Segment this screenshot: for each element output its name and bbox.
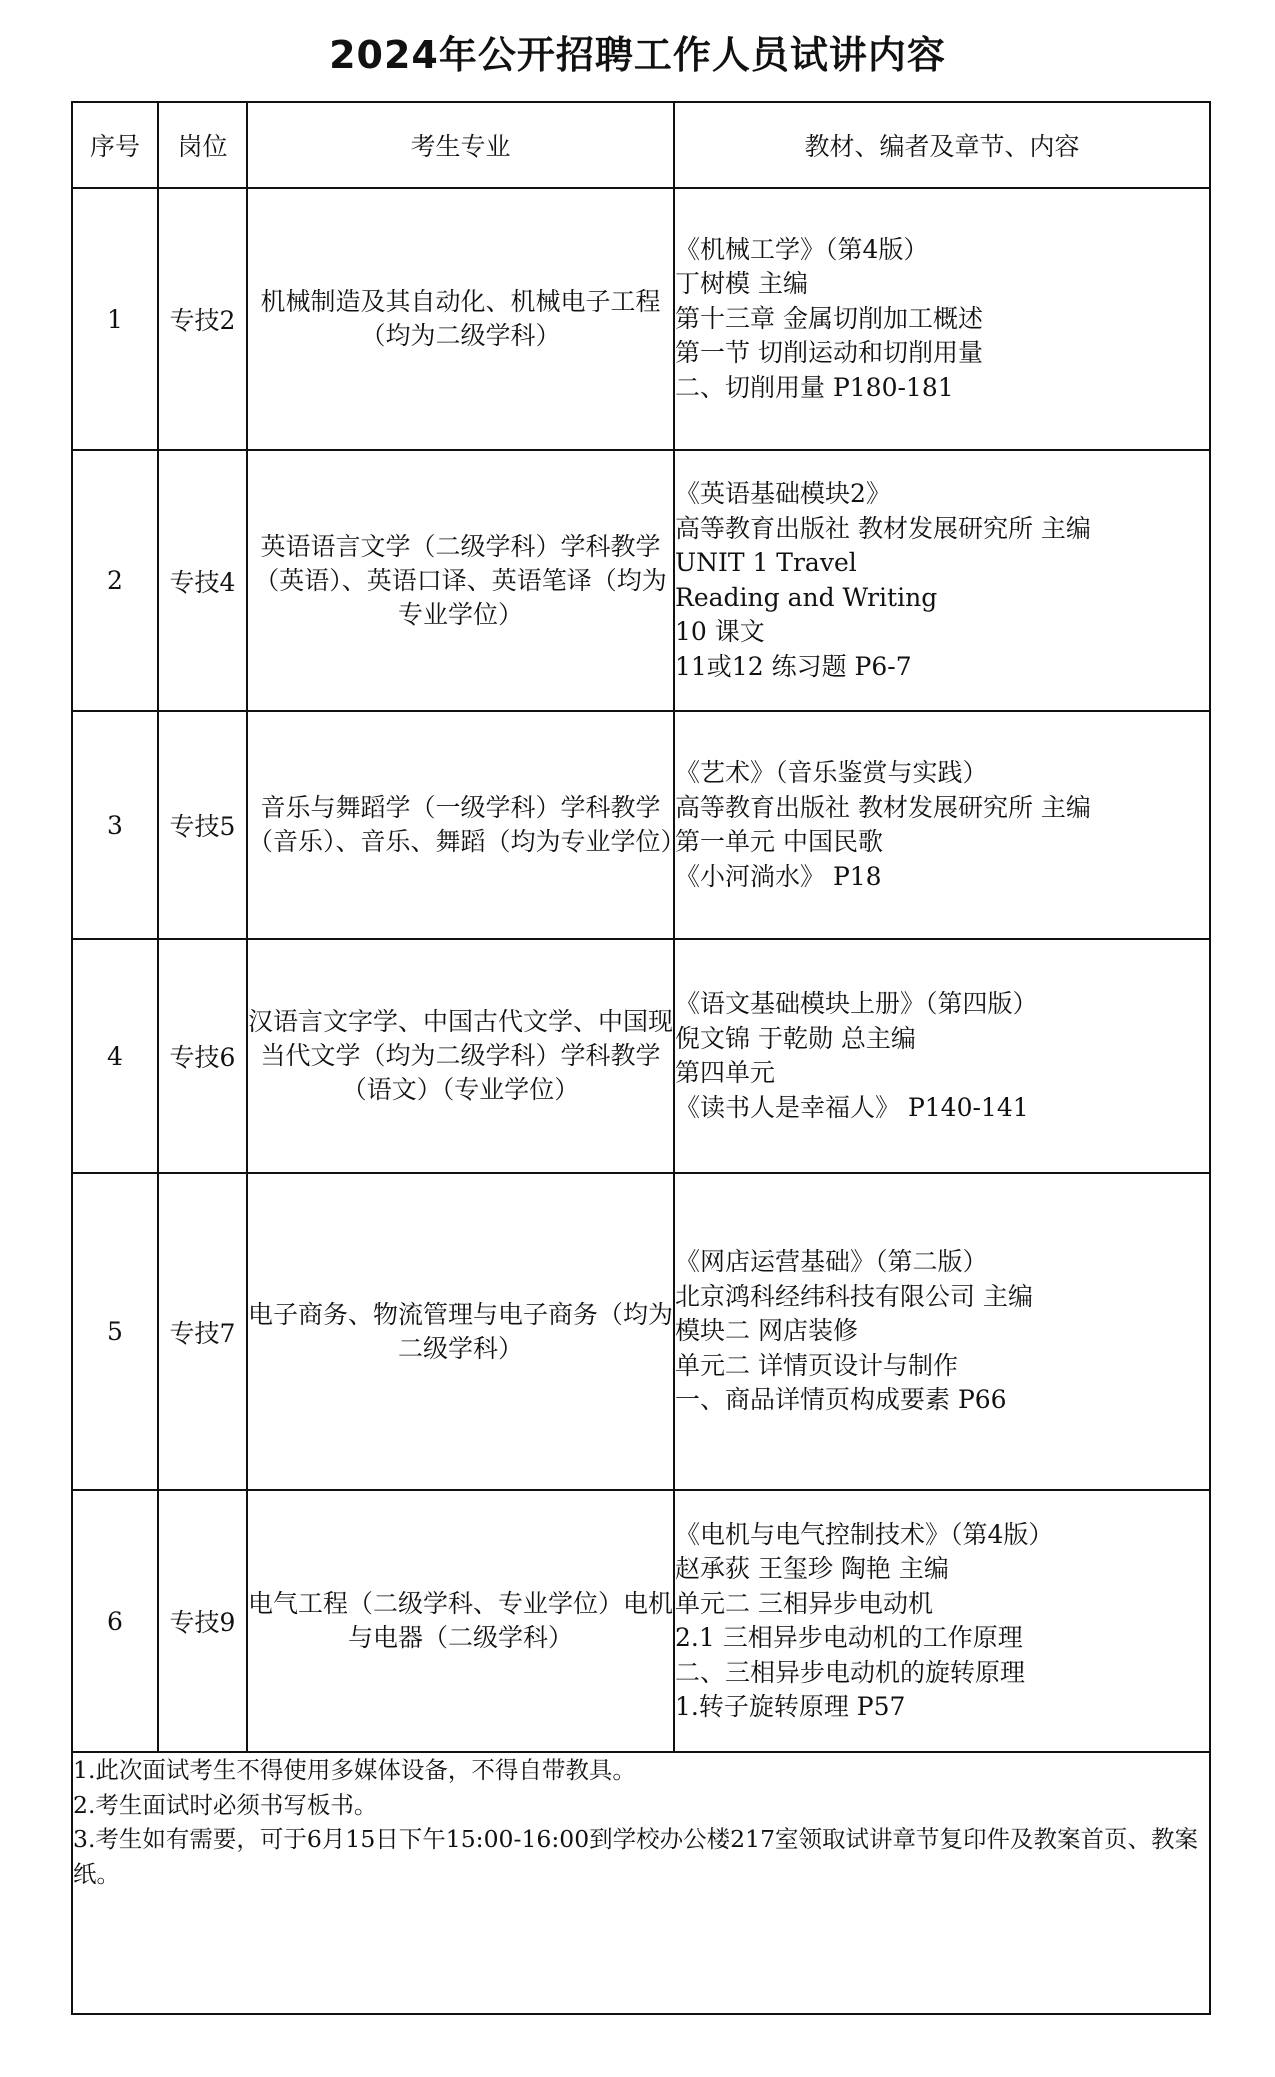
- row-position: 专技4: [158, 450, 247, 711]
- content-line: 模块二 网店装修: [675, 1316, 858, 1346]
- note-item: 3.考生如有需要，可于6月15日下午15:00-16:00到学校办公楼217室领取试讲章节复印件及教案首页、教案纸。: [73, 1825, 1199, 1888]
- lecture-content-table: [71, 101, 1211, 2015]
- note-item: 1.此次面试考生不得使用多媒体设备，不得自带教具。: [73, 1756, 636, 1784]
- content-line: 1.转子旋转原理 P57: [675, 1692, 906, 1721]
- content-line: 丁树模 主编: [675, 269, 808, 299]
- row-position: 专技2: [158, 188, 247, 450]
- content-line: 二、三相异步电动机的旋转原理: [675, 1657, 1026, 1687]
- row-major: 音乐与舞蹈学（一级学科）学科教学（音乐）、音乐、舞蹈（均为专业学位）: [247, 711, 674, 939]
- note-item: 2.考生面试时必须书写板书。: [73, 1790, 378, 1819]
- content-line: 《机械工学》（第4版）: [675, 234, 929, 264]
- content-line: 二、切削用量 P180-181: [675, 372, 954, 402]
- table-row: [72, 939, 1210, 1173]
- table-header-row: [72, 102, 1210, 188]
- content-line: 第一单元 中国民歌: [675, 827, 883, 856]
- content-line: Reading and Writing: [675, 582, 938, 612]
- row-index: 3: [72, 711, 158, 939]
- content-line: 单元二 详情页设计与制作: [675, 1350, 958, 1380]
- content-line: 赵承荻 王玺珍 陶艳 主编: [675, 1554, 949, 1583]
- row-content: [674, 711, 1210, 939]
- table-row: [72, 188, 1210, 450]
- row-content: [674, 939, 1210, 1173]
- row-position: 专技6: [158, 939, 247, 1173]
- content-line: UNIT 1 Travel: [675, 548, 857, 577]
- row-index: 6: [72, 1490, 158, 1752]
- content-line: 高等教育出版社 教材发展研究所 主编: [675, 792, 1091, 822]
- header-position: 岗位: [158, 102, 247, 188]
- row-major: 电子商务、物流管理与电子商务（均为二级学科）: [247, 1173, 674, 1490]
- content-line: 《语文基础模块上册》（第四版）: [675, 989, 1038, 1018]
- table-row: [72, 1173, 1210, 1490]
- row-position: 专技5: [158, 711, 247, 939]
- row-index: 1: [72, 188, 158, 450]
- content-line: 《小河淌水》 P18: [675, 861, 882, 891]
- content-line: 第十三章 金属切削加工概述: [675, 303, 983, 333]
- content-line: 一、商品详情页构成要素 P66: [675, 1385, 1007, 1415]
- table-row: [72, 1490, 1210, 1752]
- notes-row: [72, 1752, 1210, 2014]
- content-line: 11或12 练习题 P6-7: [675, 651, 912, 681]
- table-row: [72, 450, 1210, 711]
- content-line: 倪文锦 于乾勋 总主编: [675, 1023, 916, 1053]
- page-title: 2024年公开招聘工作人员试讲内容: [329, 33, 946, 77]
- notes-cell: [72, 1752, 1210, 2014]
- content-line: 第一节 切削运动和切削用量: [675, 338, 983, 368]
- content-line: 《艺术》（音乐鉴赏与实践）: [675, 758, 988, 787]
- content-line: 《网店运营基础》（第二版）: [675, 1247, 988, 1277]
- row-index: 5: [72, 1173, 158, 1490]
- header-index: 序号: [72, 102, 158, 188]
- row-position: 专技7: [158, 1173, 247, 1490]
- row-major: 机械制造及其自动化、机械电子工程（均为二级学科）: [247, 188, 674, 450]
- content-line: 单元二 三相异步电动机: [675, 1588, 933, 1618]
- row-index: 2: [72, 450, 158, 711]
- content-line: 2.1 三相异步电动机的工作原理: [675, 1623, 1023, 1652]
- row-major: 汉语言文字学、中国古代文学、中国现当代文学（均为二级学科）学科教学（语文）（专业学位）: [247, 939, 674, 1173]
- row-major: 英语语言文学（二级学科）学科教学（英语）、英语口译、英语笔译（均为专业学位）: [247, 450, 674, 711]
- table-row: [72, 711, 1210, 939]
- header-major: 考生专业: [247, 102, 674, 188]
- content-line: 北京鸿科经纬科技有限公司 主编: [675, 1281, 1033, 1311]
- content-line: 第四单元: [675, 1058, 776, 1087]
- row-content: [674, 450, 1210, 711]
- row-position: 专技9: [158, 1490, 247, 1752]
- content-line: 《读书人是幸福人》 P140-141: [675, 1092, 1029, 1122]
- content-line: 《英语基础模块2》: [675, 479, 891, 508]
- row-content: [674, 1173, 1210, 1490]
- content-line: 10 课文: [675, 617, 765, 646]
- row-major: 电气工程（二级学科、专业学位）电机与电器（二级学科）: [247, 1490, 674, 1752]
- content-line: 《电机与电气控制技术》（第4版）: [675, 1519, 1054, 1549]
- row-index: 4: [72, 939, 158, 1173]
- row-content: [674, 1490, 1210, 1752]
- row-content: [674, 188, 1210, 450]
- content-line: 高等教育出版社 教材发展研究所 主编: [675, 513, 1091, 543]
- header-content: 教材、编者及章节、内容: [674, 102, 1210, 188]
